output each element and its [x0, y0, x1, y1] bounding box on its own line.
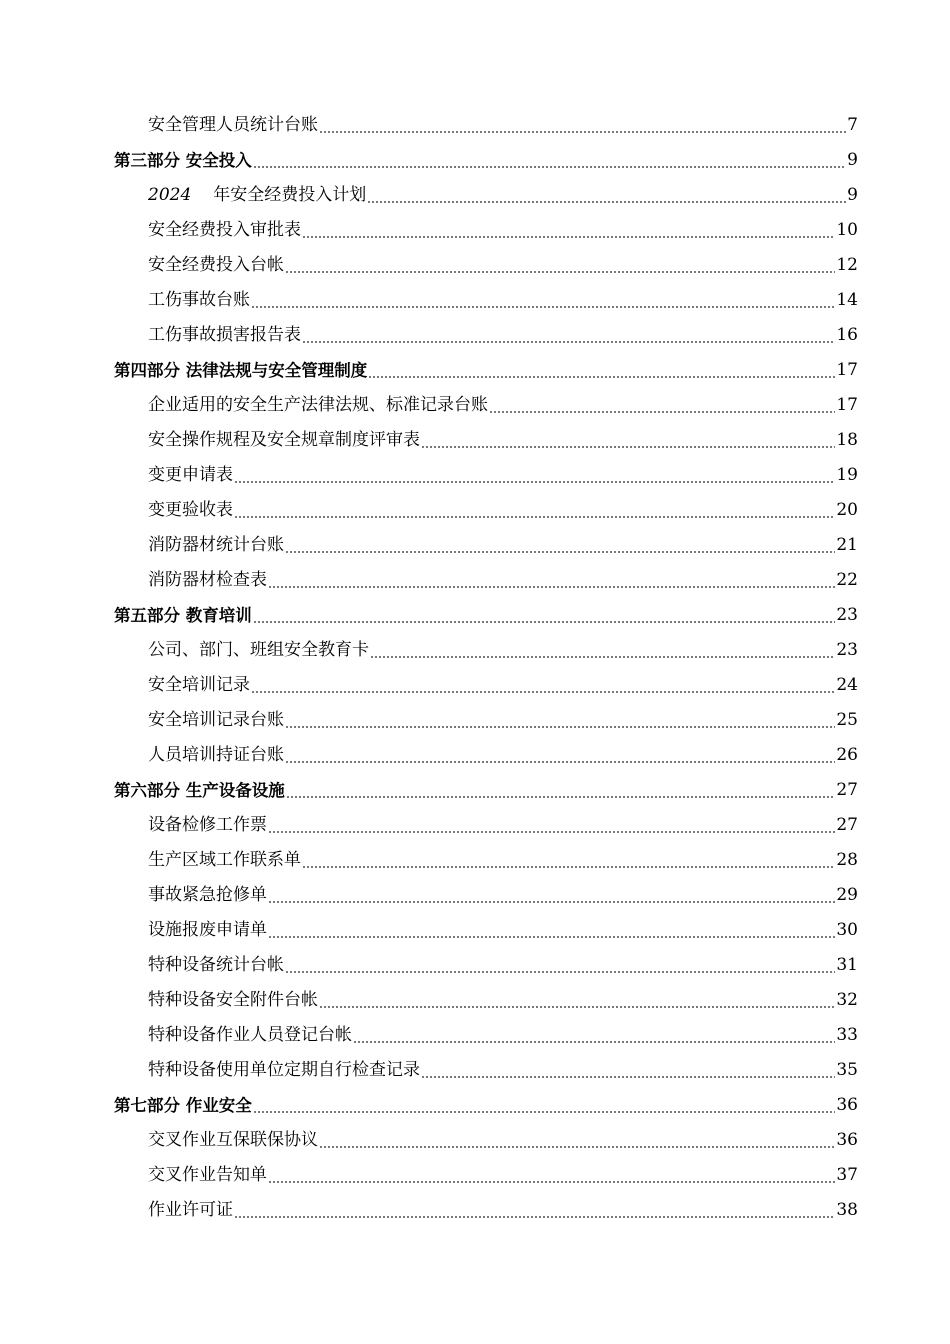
toc-entry[interactable]	[0, 983, 950, 1018]
dot-leader	[489, 411, 835, 413]
toc-entry-page-number: 17	[836, 395, 858, 415]
dot-leader	[253, 166, 846, 168]
toc-entry-title-text: 交叉作业互保联保协议	[148, 1130, 318, 1150]
toc-entry-title	[148, 703, 284, 738]
toc-entry-page-number: 26	[836, 745, 858, 765]
toc-entry-title-text: 第三部分 安全投入	[114, 151, 252, 170]
toc-entry-title	[148, 108, 318, 143]
toc-entry[interactable]	[0, 248, 950, 283]
toc-entry-title-text: 变更验收表	[148, 500, 233, 520]
dot-leader	[285, 761, 835, 763]
toc-entry-page-number: 22	[836, 570, 858, 590]
toc-entry-title-text: 年安全经费投入计划	[213, 185, 367, 205]
toc-entry[interactable]	[0, 738, 950, 773]
dot-leader	[319, 131, 846, 133]
toc-entry-title-text: 安全培训记录	[148, 675, 250, 695]
toc-entry-title-text: 工伤事故台账	[148, 290, 250, 310]
toc-entry-page-number: 25	[836, 710, 858, 730]
toc-entry-title	[114, 353, 367, 388]
dot-leader	[421, 446, 835, 448]
toc-entry[interactable]	[0, 1053, 950, 1088]
toc-entry-page-number: 37	[836, 1165, 858, 1185]
toc-entry-title-text: 第六部分 生产设备设施	[114, 781, 285, 800]
toc-entry-title-text: 安全培训记录台账	[148, 710, 284, 730]
dot-leader	[234, 1216, 835, 1218]
toc-entry-title-text: 交叉作业告知单	[148, 1165, 267, 1185]
toc-entry-title	[148, 913, 267, 948]
toc-entry-page-number: 33	[836, 1025, 858, 1045]
toc-entry-title	[148, 738, 284, 773]
toc-entry-title-text: 变更申请表	[148, 465, 233, 485]
toc-entry-page-number: 35	[836, 1060, 858, 1080]
toc-entry[interactable]	[0, 388, 950, 423]
dot-leader	[285, 551, 835, 553]
toc-entry-title-text: 设备检修工作票	[148, 815, 267, 835]
toc-entry-title	[148, 878, 267, 913]
toc-entry[interactable]	[0, 633, 950, 668]
toc-entry-page-number: 24	[836, 675, 858, 695]
toc-entry[interactable]	[0, 528, 950, 563]
toc-entry-title-text: 作业许可证	[148, 1200, 233, 1220]
dot-leader	[268, 586, 835, 588]
toc-entry[interactable]	[0, 703, 950, 738]
toc-entry[interactable]	[0, 1018, 950, 1053]
toc-entry[interactable]	[0, 1123, 950, 1158]
toc-entry-title	[148, 668, 250, 703]
dot-leader	[253, 621, 836, 623]
dot-leader	[421, 1076, 835, 1078]
toc-entry-title	[148, 388, 488, 423]
toc-entry[interactable]	[0, 913, 950, 948]
toc-entry-title-text: 消防器材检查表	[148, 570, 267, 590]
toc-entry-page-number: 38	[836, 1200, 858, 1220]
toc-entry-page-number: 18	[836, 430, 858, 450]
dot-leader	[286, 796, 836, 798]
toc-entry-title-text: 公司、部门、班组安全教育卡	[148, 640, 369, 660]
toc-entry-page-number: 10	[836, 220, 858, 240]
toc-entry-page-number: 36	[836, 1130, 858, 1150]
toc-entry-title	[148, 983, 318, 1018]
toc-section-entry[interactable]	[0, 598, 950, 633]
dot-leader	[268, 901, 835, 903]
toc-entry[interactable]	[0, 213, 950, 248]
dot-leader	[285, 271, 835, 273]
dot-leader	[370, 656, 835, 658]
toc-entry-title	[148, 493, 233, 528]
toc-entry[interactable]	[0, 948, 950, 983]
toc-section-entry[interactable]	[0, 353, 950, 388]
toc-entry-title-text: 安全经费投入台帐	[148, 255, 284, 275]
toc-entry-year: 2024	[148, 185, 192, 205]
toc-entry-page-number: 23	[836, 640, 858, 660]
toc-entry[interactable]	[0, 493, 950, 528]
dot-leader	[234, 481, 835, 483]
toc-entry-page-number: 27	[836, 815, 858, 835]
toc-entry[interactable]	[0, 808, 950, 843]
toc-entry-title	[114, 598, 252, 633]
toc-entry-title-text: 安全操作规程及安全规章制度评审表	[148, 430, 420, 450]
toc-entry-title	[148, 1018, 352, 1053]
toc-entry-page-number: 27	[836, 780, 858, 800]
dot-leader	[302, 236, 835, 238]
toc-entry-title-text: 企业适用的安全生产法律法规、标准记录台账	[148, 395, 488, 415]
toc-entry-title-text: 第四部分 法律法规与安全管理制度	[114, 361, 368, 380]
toc-entry-title	[148, 248, 284, 283]
toc-entry-title	[148, 633, 369, 668]
toc-entry-title	[114, 773, 285, 808]
toc-entry-page-number: 9	[847, 150, 858, 170]
dot-leader	[302, 341, 835, 343]
toc-entry[interactable]	[0, 563, 950, 598]
toc-entry-page-number: 23	[836, 605, 858, 625]
toc-entry-title-text: 事故紧急抢修单	[148, 885, 267, 905]
dot-leader	[268, 1181, 835, 1183]
toc-entry-page-number: 32	[836, 990, 858, 1010]
toc-entry[interactable]	[0, 1193, 950, 1228]
toc-section-entry[interactable]	[0, 773, 950, 808]
toc-entry-title	[148, 1123, 318, 1158]
toc-entry-title-text: 安全管理人员统计台账	[148, 115, 318, 135]
table-of-contents	[0, 108, 950, 1228]
toc-entry[interactable]	[0, 668, 950, 703]
toc-entry[interactable]	[0, 108, 950, 143]
toc-entry[interactable]	[0, 318, 950, 353]
toc-entry-page-number: 28	[836, 850, 858, 870]
dot-leader	[367, 201, 846, 203]
toc-entry-page-number: 20	[836, 500, 858, 520]
toc-entry-page-number: 30	[836, 920, 858, 940]
toc-entry-title	[148, 808, 267, 843]
toc-entry-title-text: 特种设备安全附件台帐	[148, 990, 318, 1010]
toc-entry-title	[148, 843, 301, 878]
toc-entry-page-number: 16	[836, 325, 858, 345]
toc-entry-title	[114, 1088, 252, 1123]
toc-entry-title	[148, 423, 420, 458]
toc-entry[interactable]	[0, 458, 950, 493]
toc-entry-title-text: 特种设备作业人员登记台帐	[148, 1025, 352, 1045]
toc-entry-title-text: 生产区域工作联系单	[148, 850, 301, 870]
toc-entry-title	[148, 318, 301, 353]
toc-entry-title-text: 特种设备统计台帐	[148, 955, 284, 975]
toc-entry-title	[148, 1193, 233, 1228]
toc-entry-title-text: 消防器材统计台账	[148, 535, 284, 555]
dot-leader	[319, 1006, 835, 1008]
toc-entry-page-number: 12	[836, 255, 858, 275]
toc-entry[interactable]	[0, 178, 950, 213]
toc-entry-title	[148, 213, 301, 248]
toc-entry-page-number: 29	[836, 885, 858, 905]
toc-entry-title-text: 第七部分 作业安全	[114, 1096, 252, 1115]
toc-entry-title-text: 特种设备使用单位定期自行检查记录	[148, 1060, 420, 1080]
dot-leader	[268, 936, 835, 938]
toc-entry[interactable]	[0, 878, 950, 913]
toc-entry-title-text: 第五部分 教育培训	[114, 606, 252, 625]
toc-entry-title-text: 工伤事故损害报告表	[148, 325, 301, 345]
toc-entry-title	[148, 528, 284, 563]
toc-entry-page-number: 36	[836, 1095, 858, 1115]
dot-leader	[253, 1111, 836, 1113]
toc-entry-title-text: 安全经费投入审批表	[148, 220, 301, 240]
toc-entry-page-number: 17	[836, 360, 858, 380]
dot-leader	[268, 831, 835, 833]
dot-leader	[251, 306, 835, 308]
dot-leader	[319, 1146, 835, 1148]
toc-entry-title	[148, 458, 233, 493]
dot-leader	[285, 726, 835, 728]
toc-entry[interactable]	[0, 283, 950, 318]
toc-entry-title-text: 人员培训持证台账	[148, 745, 284, 765]
toc-entry-page-number: 31	[836, 955, 858, 975]
toc-entry-title	[148, 563, 267, 598]
toc-entry-page-number: 9	[847, 185, 858, 205]
toc-entry-title-text: 设施报废申请单	[148, 920, 267, 940]
toc-entry[interactable]	[0, 843, 950, 878]
dot-leader	[285, 971, 835, 973]
toc-entry-title	[148, 283, 250, 318]
dot-leader	[251, 691, 835, 693]
dot-leader	[353, 1041, 835, 1043]
toc-entry-title	[114, 143, 252, 178]
toc-entry-title	[148, 948, 284, 983]
toc-section-entry[interactable]	[0, 1088, 950, 1123]
toc-entry[interactable]	[0, 1158, 950, 1193]
toc-entry-page-number: 19	[836, 465, 858, 485]
dot-leader	[234, 516, 835, 518]
toc-entry-title	[148, 178, 366, 213]
dot-leader	[302, 866, 835, 868]
toc-entry-page-number: 14	[836, 290, 858, 310]
toc-entry[interactable]	[0, 423, 950, 458]
toc-entry-page-number: 21	[836, 535, 858, 555]
toc-entry-title	[148, 1053, 420, 1088]
dot-leader	[368, 376, 835, 378]
toc-entry-title	[148, 1158, 267, 1193]
toc-entry-page-number: 7	[847, 115, 858, 135]
toc-section-entry[interactable]	[0, 143, 950, 178]
